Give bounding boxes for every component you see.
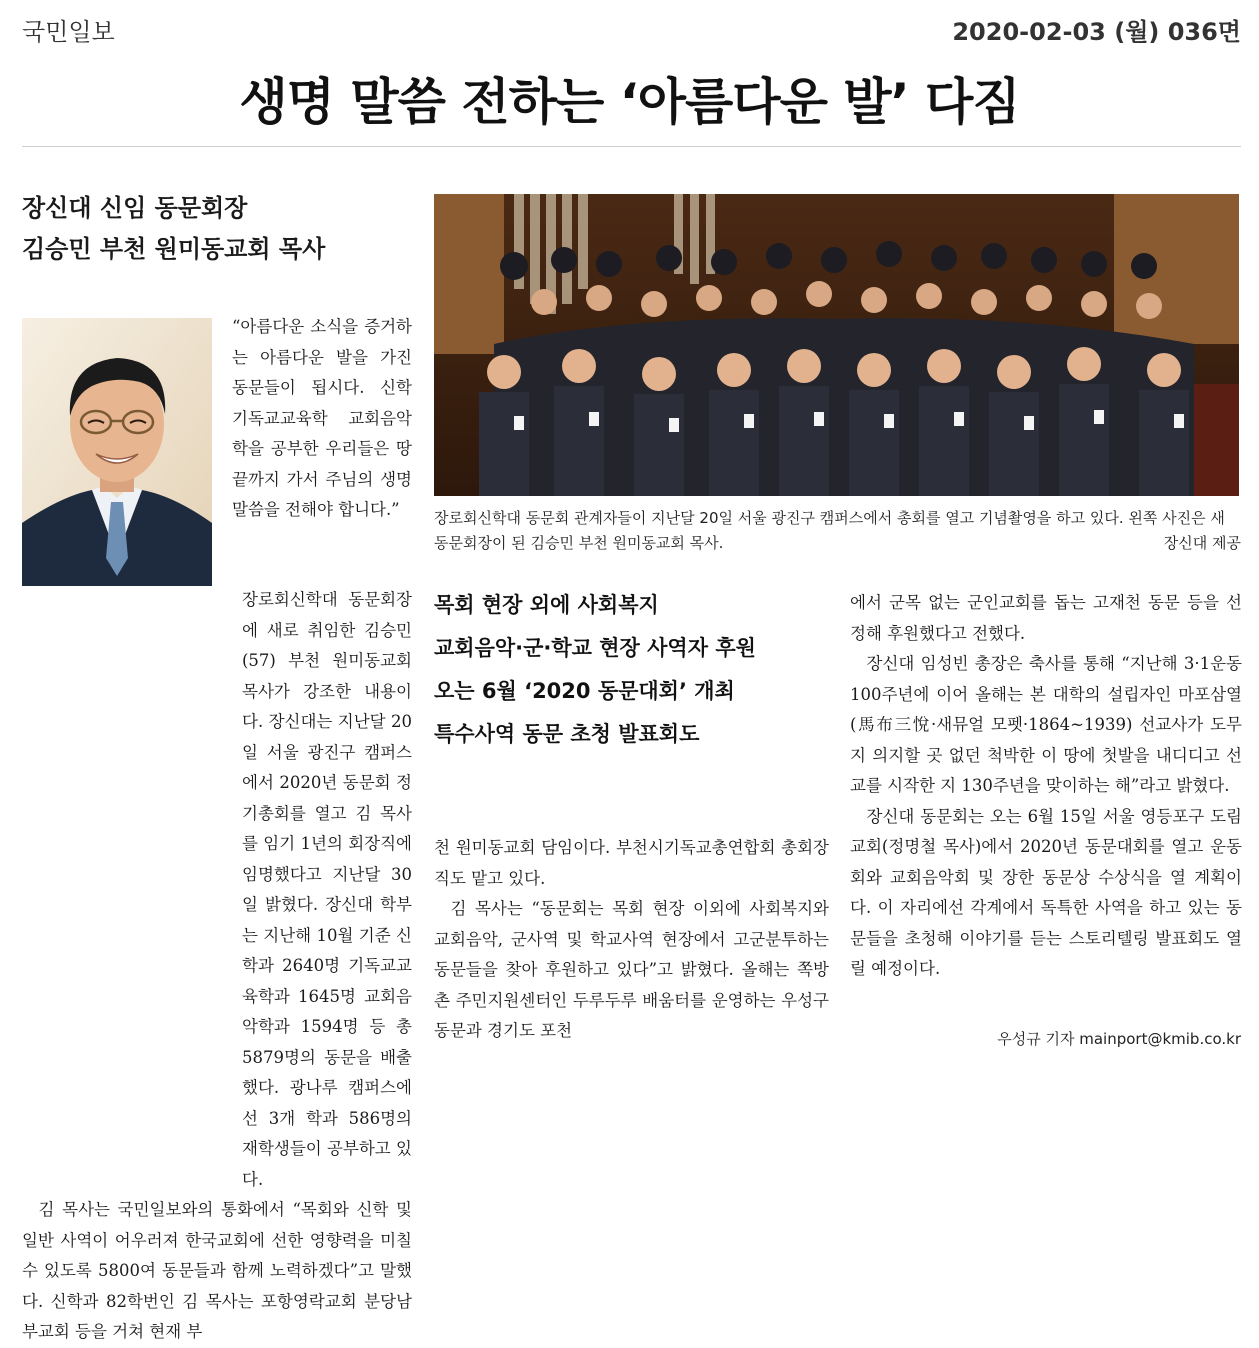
body-paragraph: 김 목사는 “동문회는 목회 현장 이외에 사회복지와 교회음악, 군사역 및 학교사역 현장에서 고군분투하는 동문들을 찾아 후원하고 있다”고 밝혔다. 올해는 쪽방촌 주민지원센터인 두루두루 배움터를 운영하는 우성구 동문과 경기도 포천: [434, 899, 829, 1040]
caption-text: 장로회신학대 동문회 관계자들이 지난달 20일 서울 광진구 캠퍼스에서 총회를 열고 기념촬영을 하고 있다. 왼쪽 사진은 새 동문회장이 된 김승민 부천 원미동교회 목사.: [434, 509, 1225, 552]
reporter-byline: 우성규 기자 mainport@kmib.co.kr: [997, 1030, 1241, 1048]
body-paragraph: 장로회신학대 동문회장에 새로 취임한 김승민(57) 부천 원미동교회 목사가 강조한 내용이다. 장신대는 지난달 20일 서울 광진구 캠퍼스에서 2020년 동문회 정기총회를 열고 김 목사를 임기 1년의 회장직에 임명했다고 지난달 30일 밝혔다. 장신대 학부는 지난해 10월 기준 신학과 2640명 기독교교육학과 1645명 교회음악학과 1594명 등 총 5879명의 동문을 배출했다. 광나루 캠퍼스에선 3개 학과 586명의 재학생들이 공부하고 있다.: [242, 590, 412, 1189]
issue-date: 2020-02-03 (월) 036면: [952, 18, 1241, 46]
portrait-illustration: [22, 318, 212, 586]
subheadline-line-1: 장신대 신임 동문회장: [22, 194, 248, 222]
deck-line: 오는 6월 ‘2020 동문대회’ 개최: [434, 679, 735, 703]
newspaper-name: 국민일보: [22, 18, 115, 46]
body-paragraph: 에서 군목 없는 군인교회를 돕는 고재천 동문 등을 선정해 후원했다고 전했다.: [850, 593, 1242, 643]
body-paragraph: 장신대 임성빈 총장은 축사를 통해 “지난해 3·1운동 100주년에 이어 올해는 본 대학의 설립자인 마포삼열(馬布三悅·새뮤얼 모펫·1864~1939) 선교사가 도무지 의지할 곳 없던 척박한 이 땅에 첫발을 내디디고 선교를 시작한 지 130주년을 맞이하는 해”라고 밝혔다.: [850, 654, 1242, 795]
group-photo-illustration: [434, 194, 1239, 496]
group-photo: [434, 194, 1239, 496]
body-paragraph: 천 원미동교회 담임이다. 부천시기독교총연합회 총회장직도 맡고 있다.: [434, 838, 829, 888]
article-headline: 생명 말씀 전하는 ‘아름다운 발’ 다짐: [239, 73, 1020, 131]
deck-headline: [434, 584, 829, 756]
body-paragraph: 장신대 동문회는 오는 6월 15일 서울 영등포구 도림교회(정명철 목사)에서 2020년 동문대회를 열고 운동회와 교회음악회 및 장한 동문상 수상식을 열 계획이다. 이 자리에선 각계에서 독특한 사역을 하고 있는 동문들을 초청해 이야기를 듣는 스토리텔링 발표회도 열릴 예정이다.: [850, 806, 1242, 978]
subheadline: [22, 188, 325, 270]
portrait-photo: [22, 318, 212, 586]
deck-line: 목회 현장 외에 사회복지: [434, 593, 659, 617]
body-column-3: [850, 588, 1242, 985]
photo-credit: 장신대 제공: [1163, 534, 1241, 552]
lead-quote: [232, 312, 412, 526]
deck-line: 특수사역 동문 초청 발표회도: [434, 722, 700, 746]
body-column-2: [434, 833, 829, 1047]
divider: [22, 146, 1241, 147]
masthead: [22, 8, 1241, 48]
body-paragraph: 김 목사는 국민일보와의 통화에서 “목회와 신학 및 일반 사역이 어우러져 한국교회에 선한 영향력을 미칠 수 있도록 5800여 동문들과 함께 노력하겠다”고 말했다. 신학과 82학번인 김 목사는 포항영락교회 분당남부교회 등을 거쳐 현재 부: [22, 1200, 412, 1341]
deck-line: 교회음악·군·학교 현장 사역자 후원: [434, 636, 756, 660]
photo-caption: [434, 506, 1241, 556]
body-column-1: [22, 585, 412, 1348]
quote-text: “아름다운 소식을 증거하는 아름다운 발을 가진 동문들이 됩시다. 신학 기독교교육학 교회음악학을 공부한 우리들은 땅끝까지 가서 주님의 생명 말씀을 전해야 합니다.”: [232, 317, 412, 519]
subheadline-line-2: 김승민 부천 원미동교회 목사: [22, 235, 326, 263]
